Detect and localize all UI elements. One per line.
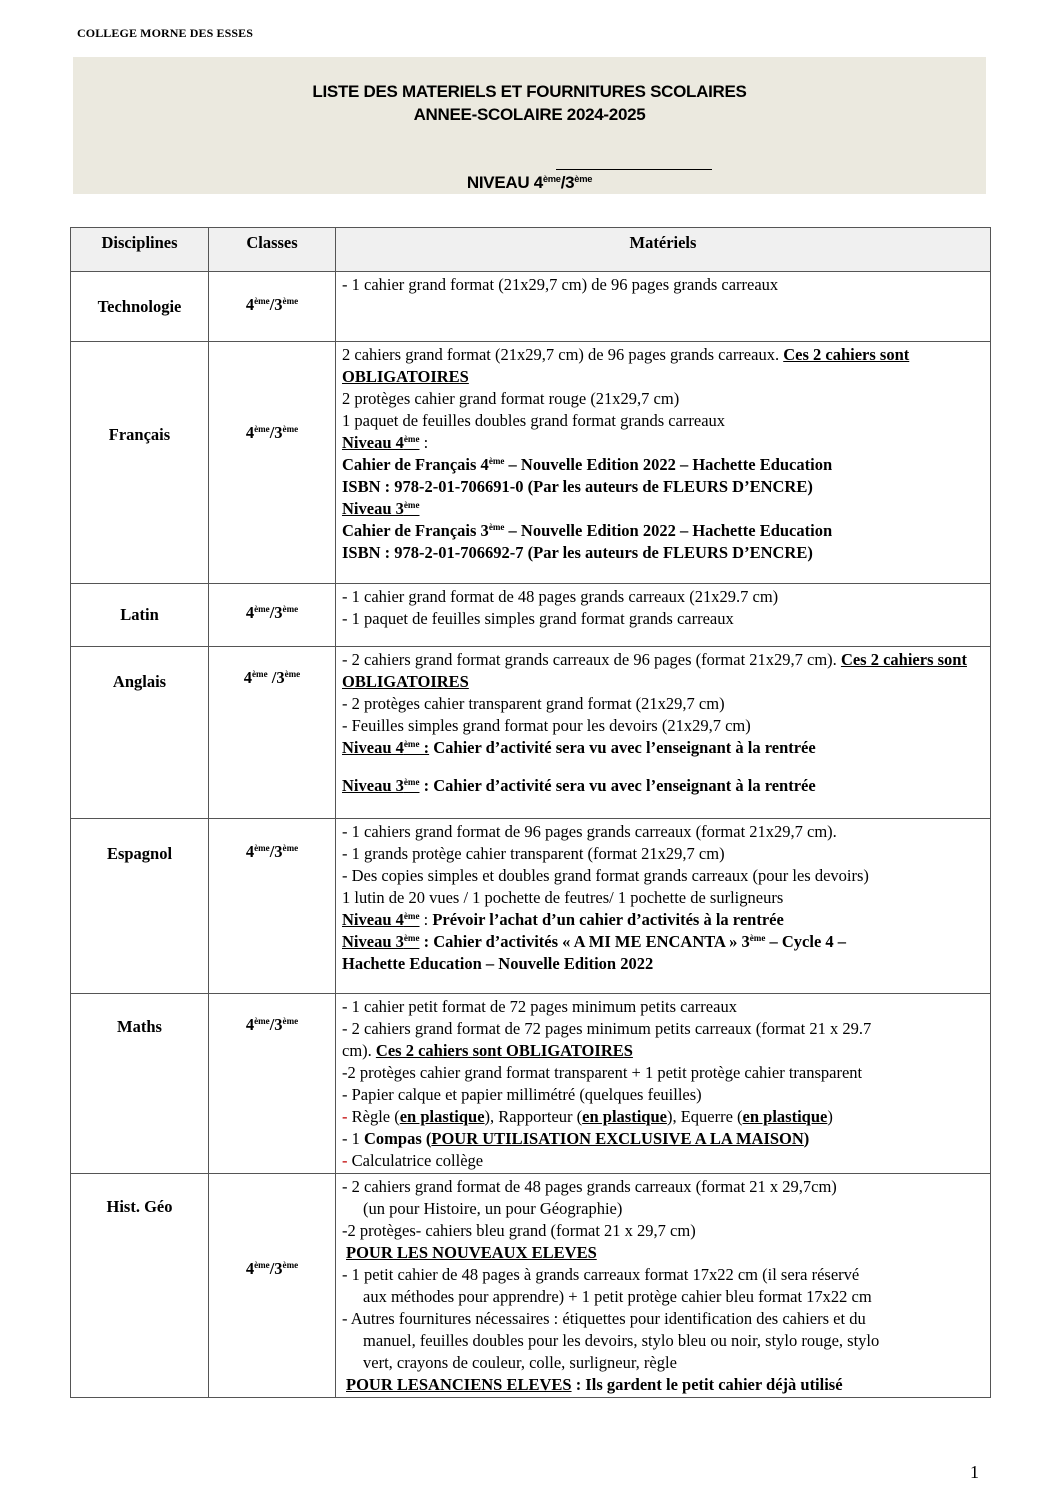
table-row	[71, 584, 991, 647]
table-row	[71, 819, 991, 994]
table-row	[71, 994, 991, 1174]
table-row	[71, 342, 991, 584]
discipline-cell: Anglais	[71, 647, 209, 819]
classes-cell: 4ème/3ème	[209, 342, 336, 584]
materials-cell: 2 cahiers grand format (21x29,7 cm) de 96 pages grands carreaux. Ces 2 cahiers sont OBLIGATOIRES 2 protèges cahier grand format rouge (21x29,7 cm) 1 paquet de feuilles doubles grand format grands carreaux Niveau 4ème : Cahier de Français 4ème – Nouvelle Edition 2022 – Hachette Education ISBN : 978-2-01-706691-0 (Par les auteurs de FLEURS D’ENCRE) Niveau 3ème Cahier de Français 3ème – Nouvelle Edition 2022 – Hachette Education ISBN : 978-2-01-706692-7 (Par les auteurs de FLEURS D’ENCRE)	[336, 342, 991, 584]
classes-cell: 4ème/3ème	[209, 994, 336, 1174]
header-materiels: Matériels	[336, 228, 991, 272]
table-row	[71, 272, 991, 342]
classes-cell: 4ème /3ème	[209, 647, 336, 819]
classes-cell: 4ème/3ème	[209, 272, 336, 342]
supplies-table	[70, 227, 991, 1398]
table-header-row	[71, 228, 991, 272]
classes-cell: 4ème/3ème	[209, 1174, 336, 1398]
page-number: 1	[970, 1462, 979, 1482]
materials-cell: - 1 cahier petit format de 72 pages minimum petits carreaux - 2 cahiers grand format de 72 pages minimum petits carreaux (format 21 x 29.7 cm). Ces 2 cahiers sont OBLIGATOIRES -2 protèges cahier grand format transparent + 1 petit protège cahier transparent - Papier calque et papier millimétré (quelques feuilles) - Règle (en plastique), Rapporteur (en plastique), Equerre (en plastique) - 1 Compas (POUR UTILISATION EXCLUSIVE A LA MAISON) - Calculatrice collège	[336, 994, 991, 1174]
title-banner	[73, 57, 986, 194]
discipline-cell: Latin	[71, 584, 209, 647]
table-row	[71, 1174, 991, 1398]
classes-cell: 4ème/3ème	[209, 819, 336, 994]
table-row	[71, 647, 991, 819]
materials-cell: - 2 cahiers grand format de 48 pages grands carreaux (format 21 x 29,7cm) (un pour Histoire, un pour Géographie) -2 protèges- cahiers bleu grand (format 21 x 29,7 cm) POUR LES NOUVEAUX ELEVES - 1 petit cahier de 48 pages à grands carreaux format 17x22 cm (il sera réservé aux méthodes pour apprendre) + 1 petit protège cahier bleu format 17x22 cm - Autres fournitures nécessaires : étiquettes pour identification des cahiers et du manuel, feuilles doubles pour les devoirs, stylo bleu ou noir, stylo rouge, stylo vert, crayons de couleur, colle, surligneur, règle POUR LESANCIENS ELEVES : Ils gardent le petit cahier déjà utilisé	[336, 1174, 991, 1398]
discipline-cell: Français	[71, 342, 209, 584]
discipline-cell: Hist. Géo	[71, 1174, 209, 1398]
materials-cell: - 1 cahier grand format de 48 pages grands carreaux (21x29.7 cm) - 1 paquet de feuilles simples grand format grands carreaux	[336, 584, 991, 647]
materials-cell: - 1 cahier grand format (21x29,7 cm) de 96 pages grands carreaux	[336, 272, 991, 342]
school-year: ANNEE-SCOLAIRE 2024-2025	[413, 105, 646, 124]
header-disciplines: Disciplines	[71, 228, 209, 272]
discipline-cell: Technologie	[71, 272, 209, 342]
classes-cell: 4ème/3ème	[209, 584, 336, 647]
discipline-cell: Maths	[71, 994, 209, 1174]
level-title: NIVEAU 4ème/3ème	[466, 173, 593, 192]
header-classes: Classes	[209, 228, 336, 272]
materials-cell: - 2 cahiers grand format grands carreaux de 96 pages (format 21x29,7 cm). Ces 2 cahiers sont OBLIGATOIRES - 2 protèges cahier transparent grand format (21x29,7 cm) - Feuilles simples grand format pour les devoirs (21x29,7 cm) Niveau 4ème : Cahier d’activité sera vu avec l’enseignant à la rentrée Niveau 3ème : Cahier d’activité sera vu avec l’enseignant à la rentrée	[336, 647, 991, 819]
document-title: LISTE DES MATERIELS ET FOURNITURES SCOLAIRES	[312, 82, 747, 101]
materials-cell: - 1 cahiers grand format de 96 pages grands carreaux (format 21x29,7 cm). - 1 grands protège cahier transparent (format 21x29,7 cm) - Des copies simples et doubles grand format grands carreaux (pour les devoirs) 1 lutin de 20 vues / 1 pochette de feutres/ 1 pochette de surligneurs Niveau 4ème : Prévoir l’achat d’un cahier d’activités à la rentrée Niveau 3ème : Cahier d’activités « A MI ME ENCANTA » 3ème – Cycle 4 – Hachette Education – Nouvelle Edition 2022	[336, 819, 991, 994]
title-rule	[556, 169, 712, 170]
discipline-cell: Espagnol	[71, 819, 209, 994]
school-name: COLLEGE MORNE DES ESSES	[77, 26, 254, 40]
